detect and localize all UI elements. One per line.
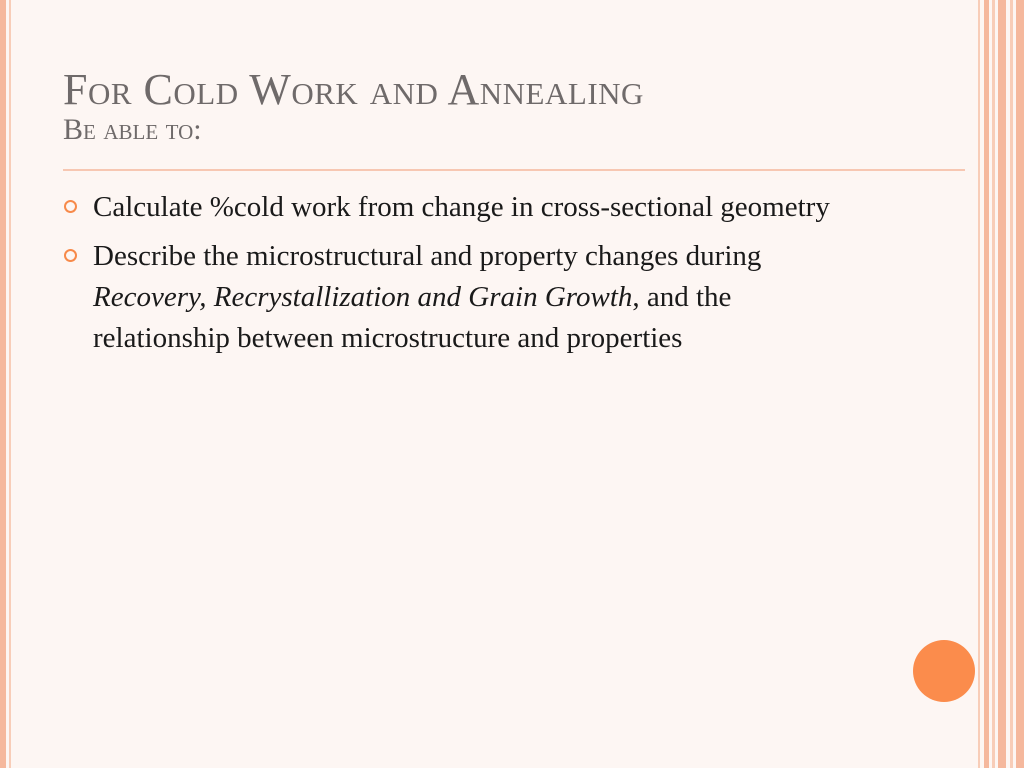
right-frame-strip: [992, 0, 995, 768]
bullet-text: [93, 240, 761, 354]
right-frame-strip: [984, 0, 989, 768]
left-frame-strip: [9, 0, 11, 768]
right-frame-strip: [1016, 0, 1024, 768]
bullet-text-plain: Describe the microstructural and property changes during: [93, 240, 762, 272]
slide-title: For Cold Work and Annealing: [63, 65, 644, 114]
right-frame-strip: [978, 0, 980, 768]
decorative-circle: [913, 640, 975, 702]
bullet-text-italic: Recovery, Recrystallization and Grain Growth: [93, 281, 633, 313]
slide-subtitle: Be able to:: [63, 113, 202, 146]
title-block: [63, 66, 943, 146]
bullet-text-plain: , and the relationship between microstructure and properties: [93, 281, 732, 354]
ring-bullet-icon: [64, 249, 77, 262]
ring-bullet-icon: [64, 200, 77, 213]
bullet-text-plain: Calculate %cold work from change in cross-sectional geometry: [93, 191, 830, 223]
bullet-item: [62, 187, 862, 228]
bullet-text: [93, 191, 830, 223]
left-frame-strip: [0, 0, 6, 768]
right-frame-strip: [998, 0, 1006, 768]
right-frame-strip: [1010, 0, 1013, 768]
title-divider: [63, 169, 965, 171]
bullet-item: [62, 236, 862, 359]
bullet-list: [62, 187, 862, 367]
